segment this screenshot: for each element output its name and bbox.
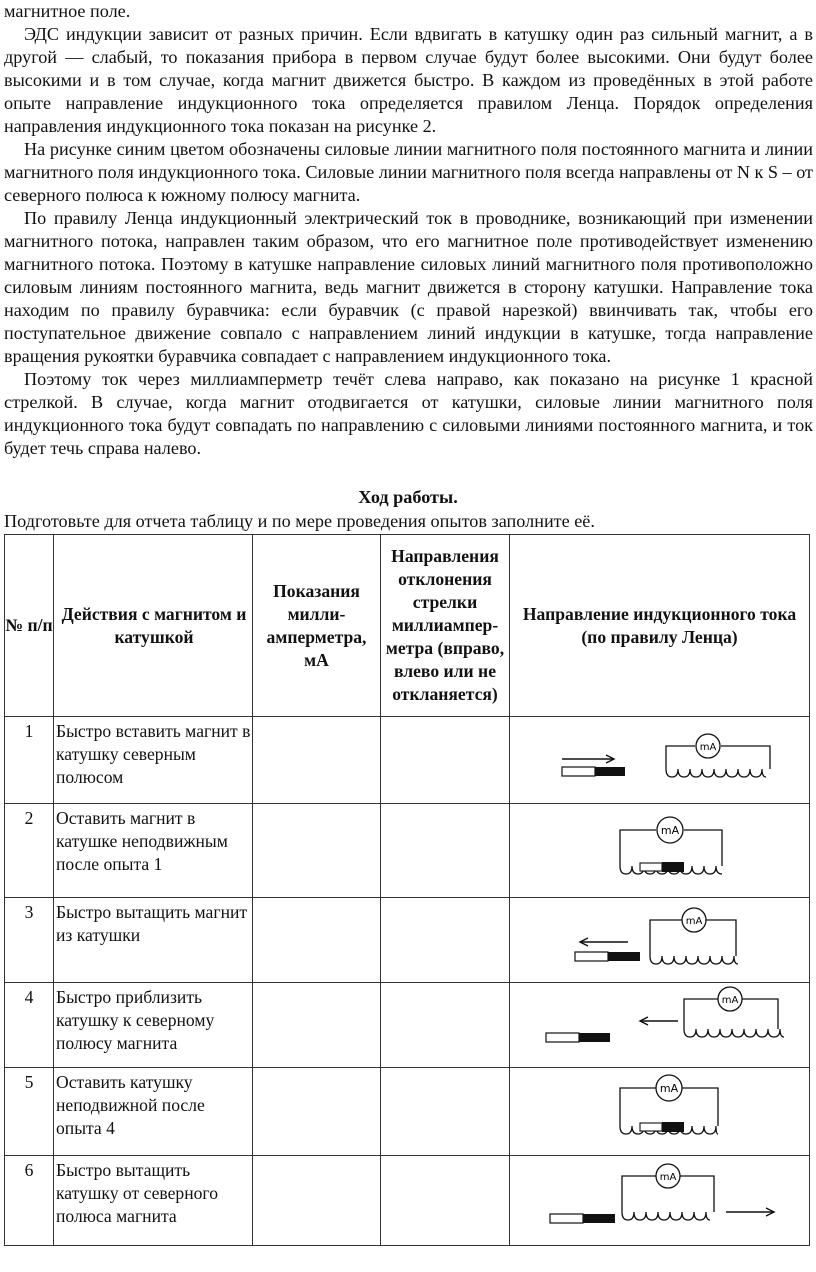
row-num: 4 — [5, 983, 54, 1068]
row-num: 2 — [5, 804, 54, 898]
table-row — [5, 804, 810, 898]
header-current: Направление индукционного тока (по правилу Ленца) — [510, 535, 810, 717]
section-heading: Ход работы. — [358, 487, 458, 507]
paragraph-3: По правилу Ленца индукционный электрический ток в проводнике, возникающий при изменении магнитного потока, направлен таким образом, что его магнитное поле противодействует изменению магнитного потока. Поэтому в катушке направление силовых линий магнитного поля противоположно силовым линиям постоянного магнита, ведь магнит движется в сторону катушки. Направление тока находим по правилу буравчика: если буравчик (с правой нарезкой) ввинчивать так, чтобы его поступательное движение совпало с направлением линий индукции в катушке, тогда направление вращения рукоятки буравчика совпадает с направлением индукционного тока. — [4, 208, 813, 366]
row-deflection[interactable] — [381, 983, 510, 1068]
row-num: 6 — [5, 1156, 54, 1246]
row-action: Быстро вытащить катушку от северного полюса магнита — [54, 1156, 253, 1246]
row-current-figure — [510, 983, 810, 1068]
paragraph-4: Поэтому ток через миллиамперметр течёт слева направо, как показано на рисунке 1 красной стрелкой. В случае, когда магнит отодвигается от катушки, силовые линии магнитного поля индукционного тока будут совпадать по направлению с силовыми линиями постоянного магнита, и ток будет течь справа налево. — [4, 369, 813, 458]
row-reading[interactable] — [253, 1156, 381, 1246]
row-current-figure — [510, 717, 810, 804]
magnet-coil-diagram-6 — [510, 1156, 808, 1242]
row-action: Оставить катушку неподвижной после опыта 4 — [54, 1068, 253, 1156]
header-action: Действия с магнитом и катушкой — [54, 535, 253, 717]
magnet-coil-diagram-5 — [510, 1068, 808, 1152]
meter-label: mA — [659, 1082, 679, 1095]
magnet-coil-diagram-2 — [510, 804, 808, 892]
row-num: 1 — [5, 717, 54, 804]
table-row — [5, 898, 810, 983]
magnet-icon — [550, 1214, 583, 1223]
row-reading[interactable] — [253, 1068, 381, 1156]
paragraph-2: На рисунке синим цветом обозначены силовые линии магнитного поля постоянного магнита и линии магнитного поля индукционного тока. Силовые линии магнитного поля всегда направлены от N к S – от северного полюса к южному полюсу магнита. — [4, 139, 813, 205]
header-num: № п/п — [5, 535, 54, 717]
table-header-row — [5, 535, 810, 717]
body-text — [4, 0, 813, 460]
row-reading[interactable] — [253, 983, 381, 1068]
row-current-figure — [510, 1068, 810, 1156]
magnet-coil-diagram-1 — [510, 717, 808, 797]
magnet-icon — [640, 863, 662, 871]
meter-label: mA — [721, 995, 739, 1006]
row-deflection[interactable] — [381, 1068, 510, 1156]
row-num: 5 — [5, 1068, 54, 1156]
table-row — [5, 717, 810, 804]
row-action: Быстро приблизить катушку к северному полюсу магнита — [54, 983, 253, 1068]
meter-label: mA — [699, 742, 717, 753]
magnet-icon — [575, 952, 608, 961]
paragraph-0: магнитное поле. — [4, 1, 131, 21]
meter-label: mA — [660, 824, 680, 837]
magnet-icon — [640, 1123, 662, 1131]
magnet-icon — [546, 1033, 579, 1042]
row-current-figure — [510, 804, 810, 898]
row-reading[interactable] — [253, 717, 381, 804]
row-reading[interactable] — [253, 898, 381, 983]
magnet-coil-diagram-3 — [510, 898, 808, 978]
row-action: Оставить магнит в катушке неподвижным после опыта 1 — [54, 804, 253, 898]
magnet-coil-diagram-4 — [510, 983, 808, 1063]
row-current-figure — [510, 1156, 810, 1246]
header-reading: Показания милли-амперметра, мА — [253, 535, 381, 717]
row-reading[interactable] — [253, 804, 381, 898]
results-table — [4, 534, 810, 1246]
row-action: Быстро вытащить магнит из катушки — [54, 898, 253, 983]
magnet-icon — [562, 767, 595, 776]
table-row — [5, 983, 810, 1068]
table-row — [5, 1156, 810, 1246]
instruction-text: Подготовьте для отчета таблицу и по мере проведения опытов заполните её. — [4, 511, 595, 531]
row-deflection[interactable] — [381, 1156, 510, 1246]
row-num: 3 — [5, 898, 54, 983]
meter-label: mA — [685, 916, 703, 927]
row-action: Быстро вставить магнит в катушку северным полюсом — [54, 717, 253, 804]
row-deflection[interactable] — [381, 804, 510, 898]
meter-label: mA — [659, 1172, 677, 1183]
table-row — [5, 1068, 810, 1156]
paragraph-1: ЭДС индукции зависит от разных причин. Если вдвигать в катушку один раз сильный магнит, а в другой — слабый, то показания прибора в первом случае будут более высокими. Они будут более высокими и в том случае, когда магнит движется быстро. В каждом из проведённых в этой работе опыте направление индукционного тока определяется правилом Ленца. Порядок определения направления индукционного тока показан на рисунке 2. — [4, 24, 813, 136]
row-current-figure — [510, 898, 810, 983]
row-deflection[interactable] — [381, 717, 510, 804]
header-deflection: Направления отклонения стрелки миллиампер-метра (вправо, влево или не откланяется) — [381, 535, 510, 717]
row-deflection[interactable] — [381, 898, 510, 983]
